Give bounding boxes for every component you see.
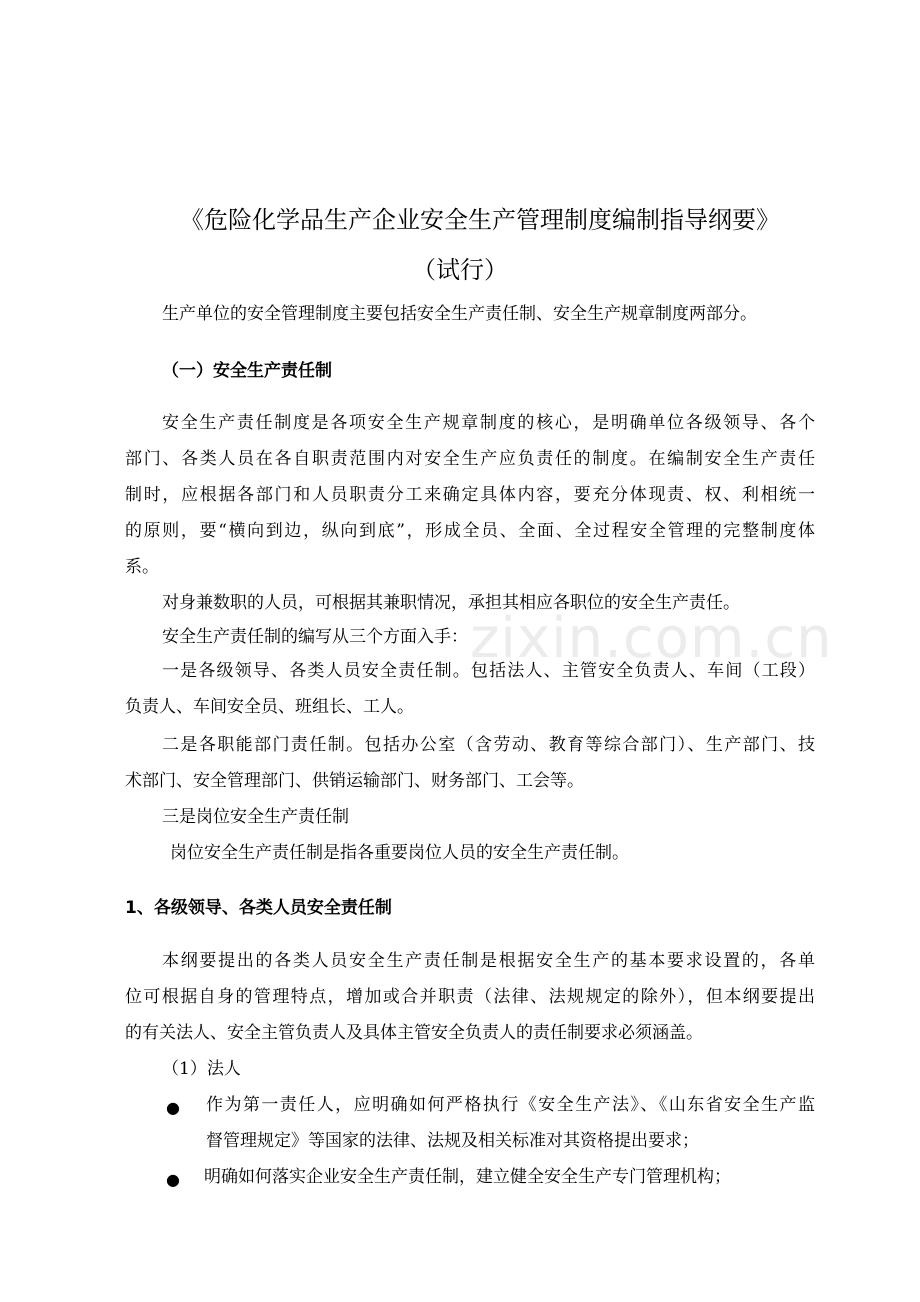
bullet-icon: ● — [166, 1170, 180, 1189]
bullet-item — [206, 1087, 815, 1159]
paragraph-line: 的有关法人、安全主管负责人及具体主管安全负责人的责任制要求必须涵盖。 — [125, 1023, 703, 1043]
section-heading-leaders: 1、各级领导、各类人员安全责任制 — [125, 898, 392, 918]
paragraph-concurrent-posts: 对身兼数职的人员，可根据其兼职情况，承担其相应各职位的安全生产责任。 — [162, 593, 740, 613]
paragraph-outline-requirements — [125, 943, 815, 1051]
paragraph-post-responsibility: 岗位安全生产责任制是指各重要岗位人员的安全生产责任制。 — [170, 843, 629, 863]
paragraph-line: 负责人、车间安全员、班组长、工人。 — [125, 697, 414, 717]
paragraph-line: 的原则，要“横向到边，纵向到底”，形成全员、全面、全过程安全管理的完整制度体 — [125, 521, 815, 541]
document-title: 《危险化学品生产企业安全生产管理制度编制指导纲要》 — [180, 206, 780, 234]
watermark: zixin.com.cn — [470, 606, 833, 671]
paragraph-three-aspects: 安全生产责任制的编写从三个方面入手： — [162, 627, 468, 647]
paragraph-line: 制时，应根据各部门和人员职责分工来确定具体内容，要充分体现责、权、利相统一 — [125, 485, 815, 505]
paragraph-line: 术部门、安全管理部门、供销运输部门、财务部门、工会等。 — [125, 771, 584, 791]
section-heading-responsibility: （一）安全生产责任制 — [162, 361, 332, 381]
intro-paragraph: 生产单位的安全管理制度主要包括安全生产责任制、安全生产规章制度两部分。 — [162, 304, 757, 324]
paragraph-line: 作为第一责任人，应明确如何严格执行《安全生产法》、《山东省安全生产监 — [206, 1095, 815, 1115]
paragraph-line: 明确如何落实企业安全生产责任制，建立健全安全生产专门管理机构； — [204, 1167, 731, 1187]
bullet-item — [204, 1159, 731, 1195]
paragraph-core-system — [125, 405, 815, 585]
paragraph-line: 一是各级领导、各类人员安全责任制。包括法人、主管安全负责人、车间（工段） — [162, 661, 815, 681]
paragraph-line: 本纲要提出的各类人员安全生产责任制是根据安全生产的基本要求设置的，各单 — [162, 951, 815, 971]
paragraph-line: 二是各职能部门责任制。包括办公室（含劳动、教育等综合部门）、生产部门、技 — [162, 735, 815, 755]
item-label-legal-person: （1）法人 — [162, 1059, 241, 1079]
paragraph-aspect-two — [125, 727, 815, 799]
paragraph-line: 位可根据自身的管理特点，增加或合并职责（法律、法规规定的除外），但本纲要提出 — [125, 987, 815, 1007]
bullet-icon: ● — [166, 1098, 180, 1117]
paragraph-aspect-three: 三是岗位安全生产责任制 — [162, 807, 349, 827]
document-subtitle: （试行） — [412, 256, 508, 284]
paragraph-line: 安全生产责任制度是各项安全生产规章制度的核心，是明确单位各级领导、各个 — [162, 413, 815, 433]
paragraph-aspect-one — [125, 653, 815, 725]
paragraph-line: 部门、各类人员在各自职责范围内对安全生产应负责任的制度。在编制安全生产责任 — [125, 449, 815, 469]
paragraph-line: 系。 — [125, 557, 159, 577]
paragraph-line: 督管理规定》等国家的法律、法规及相关标准对其资格提出要求； — [206, 1131, 699, 1151]
